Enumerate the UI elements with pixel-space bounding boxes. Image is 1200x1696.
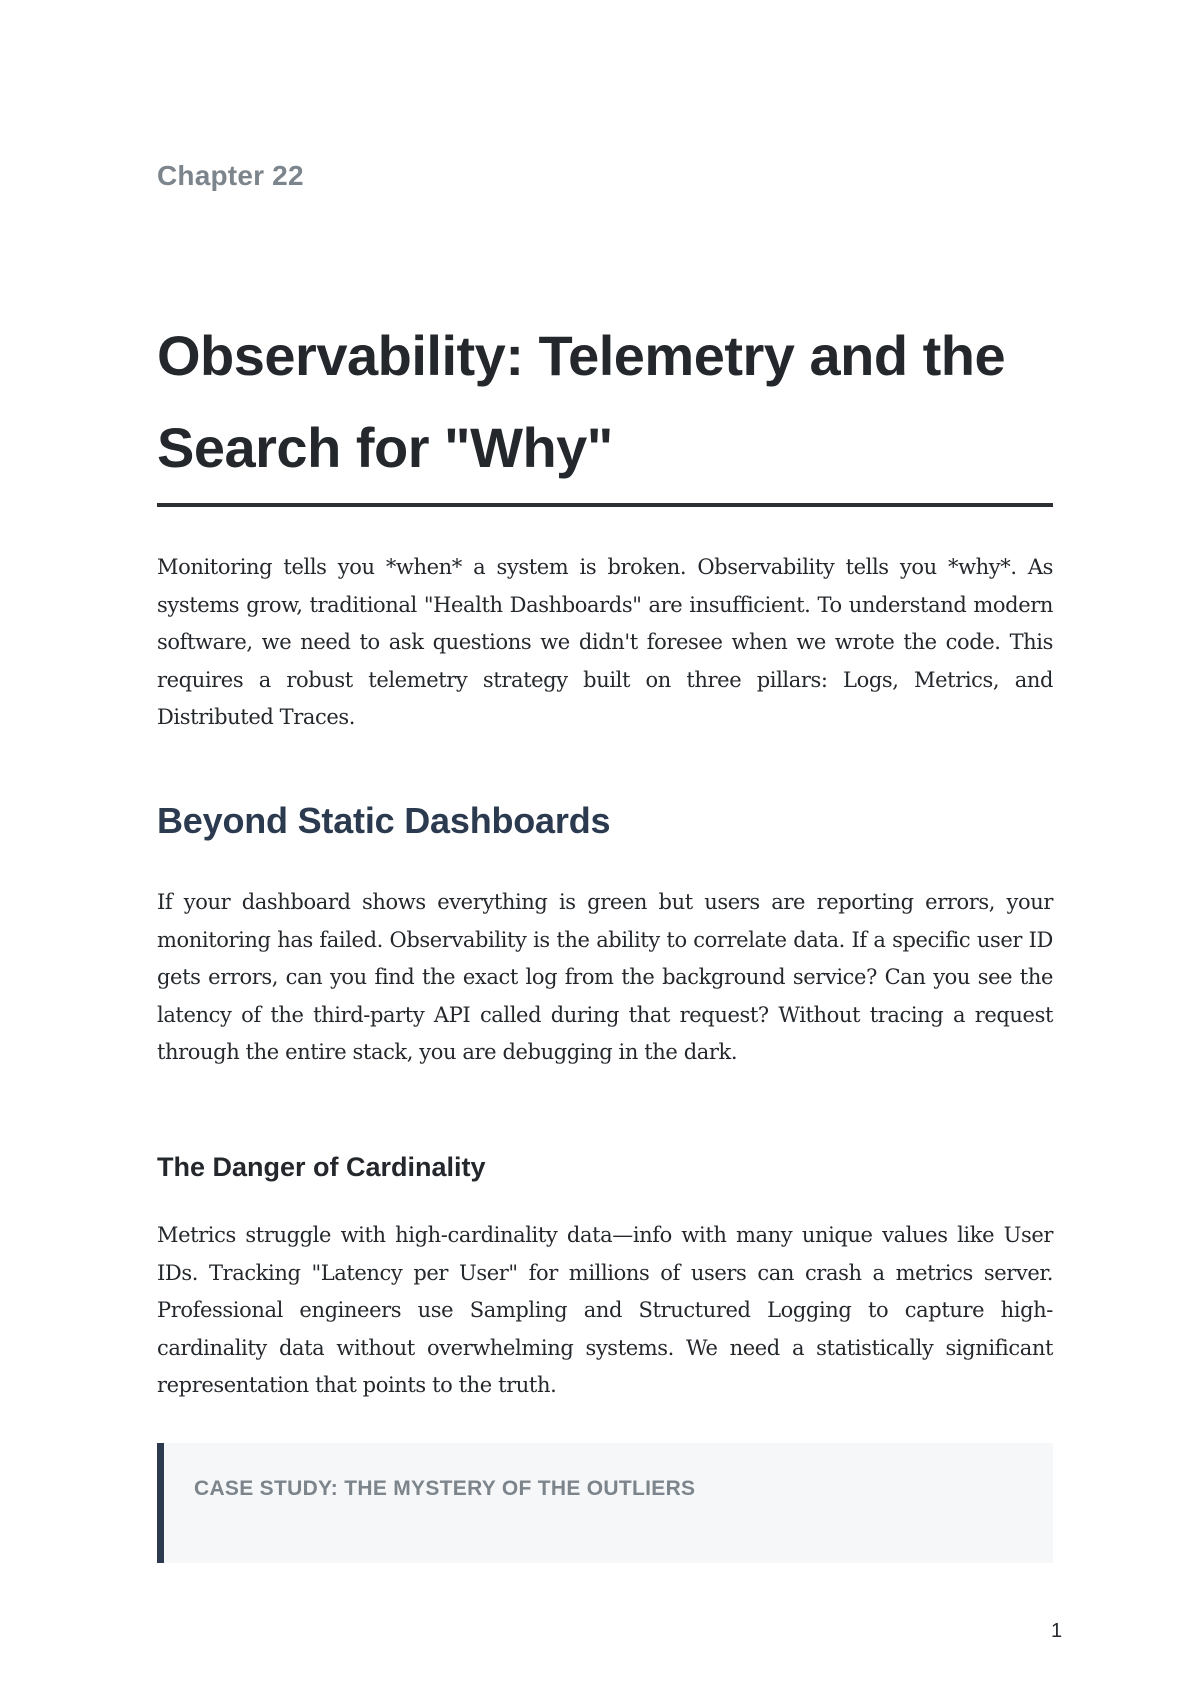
intro-paragraph: Monitoring tells you *when* a system is broken. Observability tells you *why*. As systems grow, traditional "Health Dashboards" are insufficient. To understand modern software, we need to ask questions we didn't foresee when we wrote the code. This requires a robust telemetry strategy built on three pillars: Logs, Metrics, and Distributed Traces. xyxy=(157,555,1053,729)
title-divider xyxy=(157,503,1053,507)
case-study-callout xyxy=(157,1443,1053,1563)
chapter-title: Observability: Telemetry and the Search for "Why" xyxy=(157,324,1006,479)
chapter-label: Chapter 22 xyxy=(157,160,304,191)
subsection-paragraph: Metrics struggle with high-cardinality data—info with many unique values like User IDs. Tracking "Latency per User" for millions of users can crash a metrics server. Professional engineers use Sampling and Structured Logging to capture high-cardinality data without overwhelming systems. We need a statistically significant representation that points to the truth. xyxy=(157,1223,1053,1397)
page-number: 1 xyxy=(1051,1620,1063,1642)
subsection-heading: The Danger of Cardinality xyxy=(157,1152,486,1182)
section-heading: Beyond Static Dashboards xyxy=(157,800,611,841)
section-paragraph: If your dashboard shows everything is green but users are reporting errors, your monitoring has failed. Observability is the ability to correlate data. If a specific user ID gets errors, can you find the exact log from the background service? Can you see the latency of the third-party API called during that request? Without tracing a request through the entire stack, you are debugging in the dark. xyxy=(157,890,1053,1064)
case-study-label: CASE STUDY: THE MYSTERY OF THE OUTLIERS xyxy=(194,1477,696,1500)
